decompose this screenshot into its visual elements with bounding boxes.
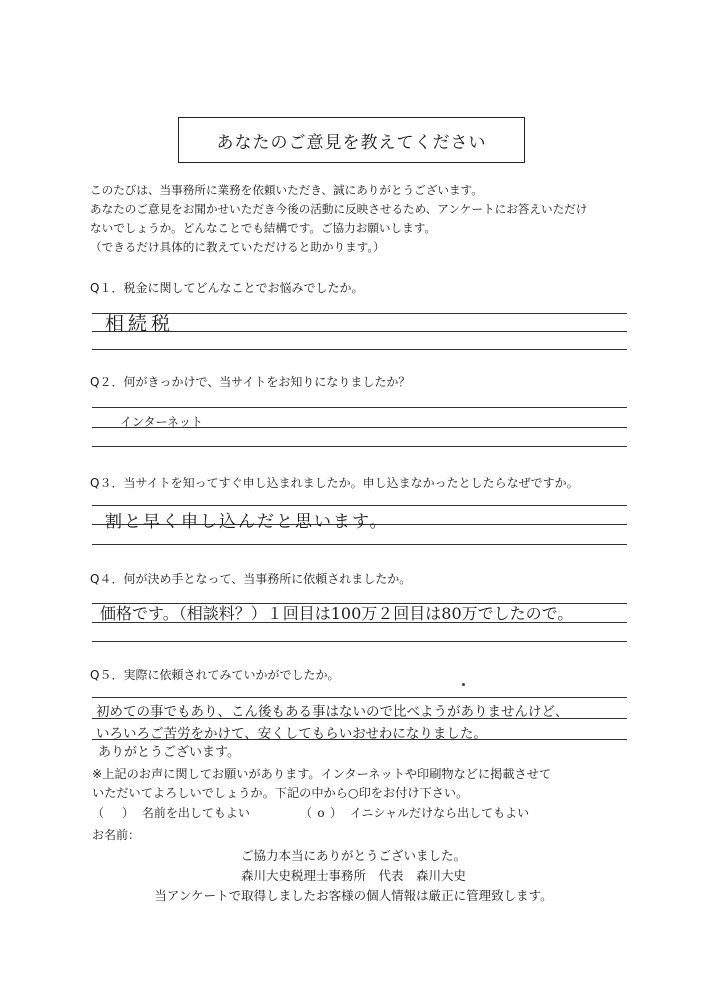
intro-text [90, 181, 587, 257]
intro-line: （できるだけ具体的に教えていただけると助かります。） [90, 240, 385, 254]
question-4-answer: 価格です。（相談料？）１回目は100万２回目は80万でしたので。 [100, 604, 574, 623]
option-paren-close: ） [330, 806, 343, 820]
name-label: お名前： [92, 828, 141, 842]
answer-line [92, 641, 627, 642]
option-paren-close: ） [122, 806, 135, 820]
answer-line [92, 349, 627, 350]
notice-line: ※上記のお声に関してお願いがあります。インターネットや印刷物などに掲載させて [92, 767, 552, 781]
question-5-label: Q５．実際に依頼されてみていかがでしたか。 [90, 668, 340, 682]
ink-mark [462, 683, 465, 686]
question-5-answer-line-1: 初めての事でもあり、こん後もある事はないので比べようがありませんけど、 [96, 704, 569, 720]
answer-line [92, 446, 627, 447]
question-5-answer-line-3: ありがとうございます。 [98, 745, 240, 760]
question-2-label: Q２．何がきっかけで、当サイトをお知りになりましたか？ [90, 375, 411, 389]
question-2-answer: インターネット [120, 415, 203, 429]
answer-line [92, 544, 627, 545]
intro-line: あなたのご意見をお聞かせいただき今後の活動に反映させるため、アンケートにお答えいただけ [90, 202, 588, 216]
question-4-label: Q４．何が決め手となって、当事務所に依頼されましたか。 [90, 572, 412, 586]
option-name[interactable] [92, 804, 250, 821]
intro-line: このたびは、当事務所に業務を依頼いただき、誠にありがとうございます。 [90, 183, 483, 197]
question-3-label: Q３．当サイトを知ってすぐ申し込まれましたか。申し込まなかったとしたらなぜですか。 [90, 476, 579, 490]
question-1-label: Q１．税金に関してどんなことでお悩みでしたか。 [90, 281, 364, 295]
option-label: イニシャルだけなら出してもよい [349, 806, 530, 820]
option-mark: o [317, 806, 325, 820]
answer-line [92, 407, 627, 408]
footer-thanks: ご協力本当にありがとうございました。 [240, 848, 466, 863]
question-1-answer: 相続税 [105, 313, 175, 335]
answer-line [92, 697, 627, 698]
option-initials[interactable] [300, 804, 529, 821]
page-title: あなたのご意見を教えてください [178, 117, 525, 163]
footer-office: 森川大史税理士事務所 代表 森川大史 [240, 868, 466, 883]
intro-line: ないでしょうか。どんなことでも結構です。ご協力お願いします。 [90, 221, 436, 235]
question-5-answer-line-2: いろいろご苦労をかけて、安くしてもらいおせわになりました。 [96, 726, 487, 742]
footer-privacy: 当アンケートで取得しましたお客様の個人情報は厳正に管理致します。 [154, 888, 553, 903]
option-label: 名前を出してもよい [141, 806, 250, 820]
answer-line [92, 505, 627, 506]
question-3-answer: 割と早く申し込んだと思います。 [105, 512, 389, 532]
notice-line: いただいてよろしいでしょうか。下記の中から○印をお付け下さい。 [92, 786, 469, 800]
option-paren-open: （ [300, 806, 313, 820]
option-paren-open: （ [92, 806, 105, 820]
